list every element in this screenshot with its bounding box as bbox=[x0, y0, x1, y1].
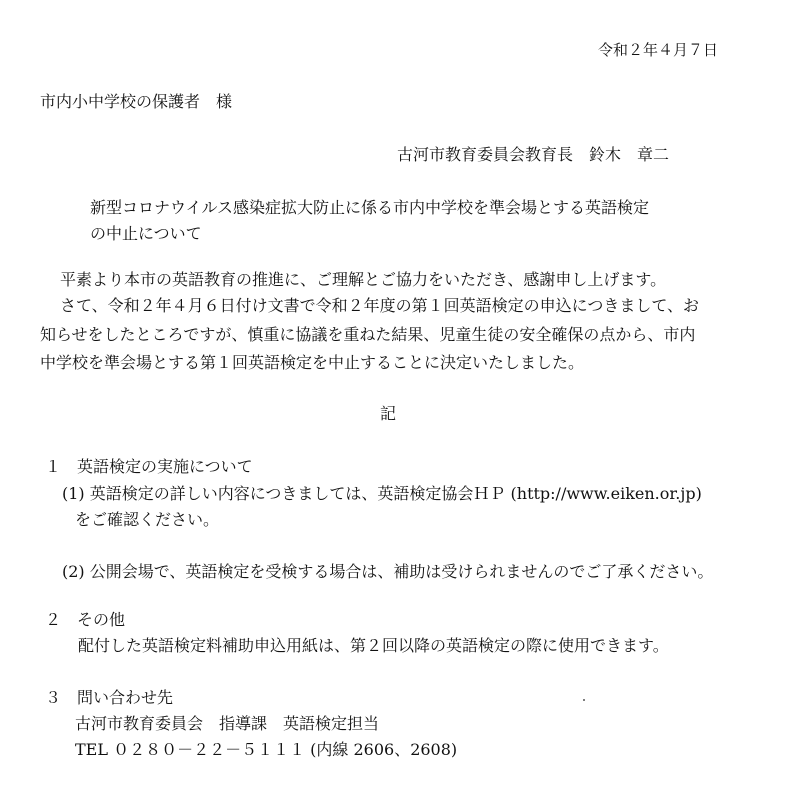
body-paragraph-2-line-1: さて、令和２年４月６日付け文書で令和２年度の第１回英語検定の申込につきまして、お bbox=[60, 296, 700, 315]
section-1-heading: １ 英語検定の実施について bbox=[45, 457, 253, 476]
body-paragraph-2-line-3: 中学校を準会場とする第１回英語検定を中止することに決定いたしました。 bbox=[40, 353, 585, 372]
section-3-heading: ３ 問い合わせ先 bbox=[45, 688, 174, 707]
title-line-1: 新型コロナウイルス感染症拡大防止に係る市内中学校を準会場とする英語検定 bbox=[90, 198, 650, 217]
scan-speck bbox=[583, 699, 585, 701]
addressee: 市内小中学校の保護者 様 bbox=[40, 92, 233, 111]
section-2-text: 配付した英語検定料補助申込用紙は、第２回以降の英語検定の際に使用できます。 bbox=[78, 636, 669, 655]
date: 令和２年４月７日 bbox=[598, 41, 719, 59]
section-3-tel: TEL ０２８０－２２－５１１１ (内線 2606、2608) bbox=[75, 740, 458, 759]
title-line-2: の中止について bbox=[90, 224, 202, 243]
body-paragraph-2-line-2: 知らせをしたところですが、慎重に協議を重ねた結果、児童生徒の安全確保の点から、市内 bbox=[40, 325, 696, 344]
section-1-item-2: (2) 公開会場で、英語検定を受検する場合は、補助は受けられませんのでご了承ください。 bbox=[62, 562, 714, 581]
sender: 古河市教育委員会教育長 鈴木 章二 bbox=[397, 145, 670, 164]
section-1-item-1-line-1: (1) 英語検定の詳しい内容につきましては、英語検定協会ＨＰ (http://www.eiken.or.jp) bbox=[62, 484, 702, 503]
ki-heading: 記 bbox=[380, 404, 397, 423]
body-paragraph-1: 平素より本市の英語教育の推進に、ご理解とご協力をいただき、感謝申し上げます。 bbox=[60, 270, 667, 289]
section-1-item-1-line-2: をご確認ください。 bbox=[75, 510, 220, 529]
section-2-heading: ２ その他 bbox=[45, 610, 126, 629]
section-3-contact: 古河市教育委員会 指導課 英語検定担当 bbox=[75, 714, 380, 733]
